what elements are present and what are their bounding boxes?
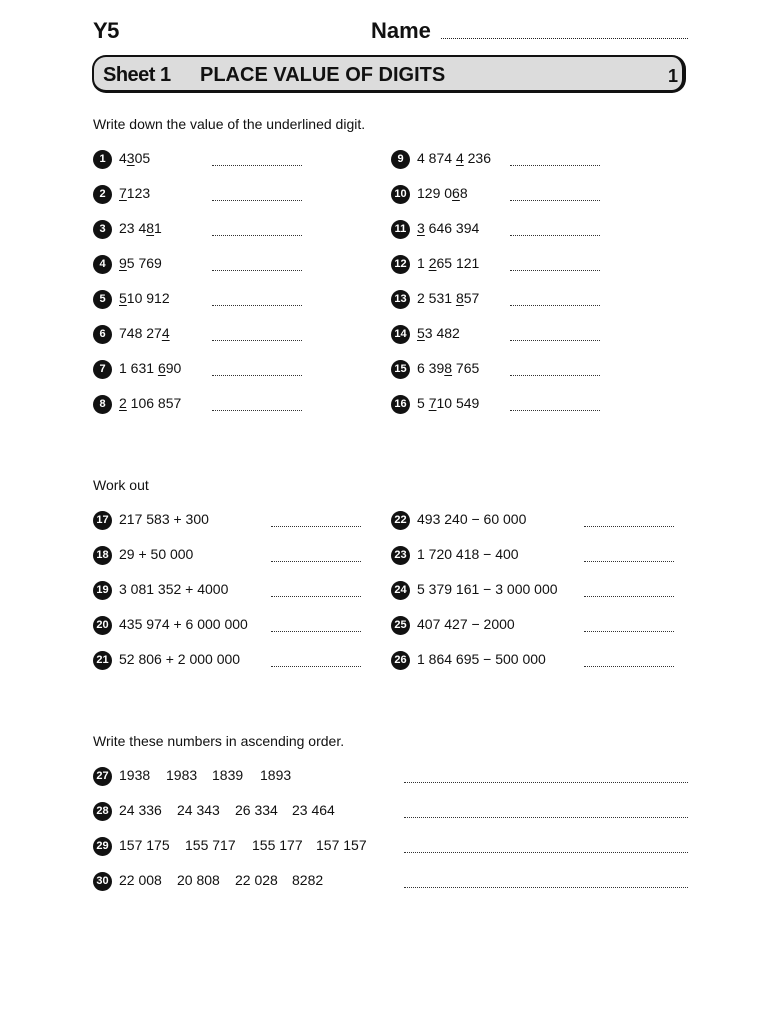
section1-instruction: Write down the value of the underlined digit. <box>93 116 366 132</box>
question-number-badge: 2 <box>93 185 112 204</box>
question-number-badge: 26 <box>391 651 410 670</box>
ordering-row <box>0 766 770 788</box>
underlined-digit: 5 <box>119 290 127 306</box>
question-number-value <box>417 220 479 236</box>
digits-before: 1 <box>417 255 429 271</box>
question-number-badge: 3 <box>93 220 112 239</box>
digits-after: 8 <box>459 185 468 201</box>
question-number-value <box>417 150 491 166</box>
answer-line[interactable] <box>584 596 674 597</box>
calculation-expression: 217 583 + 300 <box>119 511 209 527</box>
question-number-badge: 6 <box>93 325 112 344</box>
digits-after: 3 482 <box>424 325 460 341</box>
digits-after: 236 <box>463 150 491 166</box>
digits-before: 2 531 <box>417 290 456 306</box>
underlined-digit: 7 <box>119 185 127 201</box>
calculation-row <box>0 650 770 672</box>
underlined-digit: 2 <box>428 255 437 271</box>
question-number-badge: 9 <box>391 150 410 169</box>
question-number-badge: 27 <box>93 767 112 786</box>
page-number: 1 <box>668 66 679 86</box>
answer-line[interactable] <box>404 887 688 888</box>
answer-line[interactable] <box>584 526 674 527</box>
ordering-row <box>0 801 770 823</box>
digits-before: 129 0 <box>417 185 453 201</box>
question-number-badge: 20 <box>93 616 112 635</box>
question-row <box>0 184 770 206</box>
grade-label: Y5 <box>93 18 119 43</box>
question-number-badge: 25 <box>391 616 410 635</box>
digits-after: 90 <box>165 360 182 376</box>
calculation-expression: 1 720 418 − 400 <box>417 546 519 562</box>
question-number-badge: 19 <box>93 581 112 600</box>
question-row <box>0 359 770 381</box>
digits-after: 10 549 <box>436 395 480 411</box>
question-number-badge: 11 <box>391 220 410 239</box>
answer-line[interactable] <box>510 165 600 166</box>
digits-after: 5 769 <box>126 255 162 271</box>
page-title: PLACE VALUE OF DIGITS <box>200 64 446 86</box>
digits-after: 123 <box>126 185 151 201</box>
name-label: Name <box>371 18 431 43</box>
underlined-digit: 9 <box>119 255 127 271</box>
ordering-number: 8282 <box>292 872 324 888</box>
question-number-badge: 8 <box>93 395 112 414</box>
section3-instruction: Write these numbers in ascending order. <box>93 733 345 749</box>
underlined-digit: 8 <box>146 220 155 236</box>
name-answer-line[interactable] <box>441 38 688 39</box>
question-number-badge: 18 <box>93 546 112 565</box>
calculation-expression: 493 240 − 60 000 <box>417 511 527 527</box>
question-row <box>0 289 770 311</box>
question-number-badge: 5 <box>93 290 112 309</box>
answer-line[interactable] <box>510 270 600 271</box>
question-number-value <box>417 255 479 271</box>
answer-line[interactable] <box>510 410 600 411</box>
question-row <box>0 324 770 346</box>
calculation-expression: 3 081 352 + 4000 <box>119 581 229 597</box>
calculation-row <box>0 615 770 637</box>
calculation-expression: 407 427 − 2000 <box>417 616 515 632</box>
ordering-number: 1938 <box>119 767 151 783</box>
ordering-number: 1839 <box>212 767 244 783</box>
digits-before: 1 631 <box>119 360 158 376</box>
digits-after: 10 912 <box>126 290 170 306</box>
answer-line[interactable] <box>510 305 600 306</box>
digits-after: 65 121 <box>436 255 480 271</box>
answer-line[interactable] <box>404 852 688 853</box>
question-number-badge: 23 <box>391 546 410 565</box>
question-number-badge: 4 <box>93 255 112 274</box>
calculation-expression: 435 974 + 6 000 000 <box>119 616 248 632</box>
underlined-digit: 2 <box>119 395 127 411</box>
question-number-badge: 12 <box>391 255 410 274</box>
digits-before: 6 39 <box>417 360 445 376</box>
calculation-row <box>0 545 770 567</box>
question-number-badge: 30 <box>93 872 112 891</box>
underlined-digit: 3 <box>417 220 425 236</box>
ordering-row <box>0 871 770 893</box>
question-number-value <box>417 185 468 201</box>
calculation-row <box>0 580 770 602</box>
question-number-badge: 22 <box>391 511 410 530</box>
underlined-digit: 4 <box>455 150 464 166</box>
question-number-badge: 24 <box>391 581 410 600</box>
question-number-badge: 21 <box>93 651 112 670</box>
underlined-digit: 4 <box>161 325 170 341</box>
question-row <box>0 149 770 171</box>
question-number-badge: 17 <box>93 511 112 530</box>
sheet-label: Sheet 1 <box>103 64 171 86</box>
ordering-number: 22 008 <box>119 872 162 888</box>
underlined-digit: 7 <box>428 395 437 411</box>
calculation-expression: 5 379 161 − 3 000 000 <box>417 581 558 597</box>
underlined-digit: 8 <box>444 360 453 376</box>
question-number-badge: 7 <box>93 360 112 379</box>
question-number-value <box>417 360 479 376</box>
digits-before: 4 <box>119 150 127 166</box>
digits-after: 765 <box>452 360 480 376</box>
question-row <box>0 254 770 276</box>
question-number-badge: 14 <box>391 325 410 344</box>
underlined-digit: 6 <box>157 360 166 376</box>
answer-line[interactable] <box>510 375 600 376</box>
digits-after: 57 <box>463 290 480 306</box>
question-number-badge: 28 <box>93 802 112 821</box>
question-number-badge: 10 <box>391 185 410 204</box>
question-number-badge: 1 <box>93 150 112 169</box>
underlined-digit: 6 <box>452 185 460 201</box>
ordering-number: 23 464 <box>292 802 335 818</box>
ordering-number: 20 808 <box>177 872 220 888</box>
digits-after: 05 <box>134 150 151 166</box>
digits-after: 646 394 <box>424 220 480 236</box>
answer-line[interactable] <box>510 200 600 201</box>
ordering-number: 157 157 <box>316 837 367 853</box>
answer-line[interactable] <box>584 561 674 562</box>
digits-after: 1 <box>154 220 162 236</box>
digits-before: 23 4 <box>119 220 147 236</box>
section2-instruction: Work out <box>93 477 149 493</box>
question-number-value <box>417 290 479 306</box>
ordering-number: 24 336 <box>119 802 162 818</box>
underlined-digit: 5 <box>417 325 425 341</box>
answer-line[interactable] <box>584 666 674 667</box>
digits-before: 5 <box>417 395 429 411</box>
ordering-number: 1893 <box>260 767 292 783</box>
underlined-digit: 3 <box>126 150 135 166</box>
ordering-number: 155 177 <box>252 837 303 853</box>
calculation-expression: 29 + 50 000 <box>119 546 194 562</box>
question-number-badge: 29 <box>93 837 112 856</box>
answer-line[interactable] <box>404 782 688 783</box>
ordering-row <box>0 836 770 858</box>
question-number-badge: 15 <box>391 360 410 379</box>
question-number-badge: 16 <box>391 395 410 414</box>
calculation-expression: 52 806 + 2 000 000 <box>119 651 241 667</box>
ordering-number: 155 717 <box>185 837 236 853</box>
underlined-digit: 8 <box>455 290 464 306</box>
question-number-badge: 13 <box>391 290 410 309</box>
digits-before: 748 27 <box>119 325 162 341</box>
ordering-number: 24 343 <box>177 802 220 818</box>
digits-after: 106 857 <box>126 395 182 411</box>
ordering-number: 26 334 <box>235 802 278 818</box>
answer-line[interactable] <box>584 631 674 632</box>
ordering-number: 22 028 <box>235 872 278 888</box>
question-row <box>0 394 770 416</box>
answer-line[interactable] <box>510 340 600 341</box>
question-row <box>0 219 770 241</box>
ordering-number: 1983 <box>166 767 198 783</box>
answer-line[interactable] <box>510 235 600 236</box>
answer-line[interactable] <box>404 817 688 818</box>
calculation-row <box>0 510 770 532</box>
digits-before: 4 874 <box>417 150 456 166</box>
question-number-value <box>417 395 479 411</box>
ordering-number: 157 175 <box>119 837 170 853</box>
question-number-value <box>417 325 460 341</box>
calculation-expression: 1 864 695 − 500 000 <box>417 651 546 667</box>
